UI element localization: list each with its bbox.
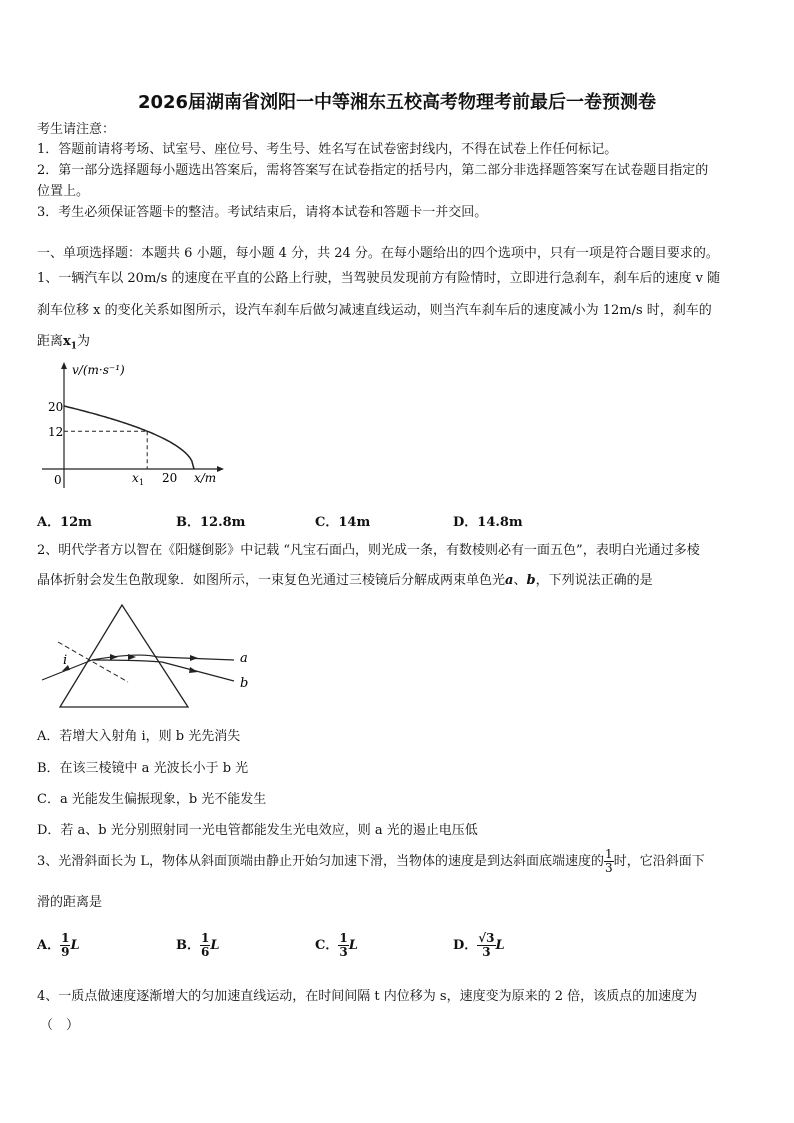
notice-item-2: 2．第一部分选择题每小题选出答案后，需将答案写在试卷指定的括号内，第二部分非选择题答案写在试卷题目指定的 xyxy=(37,163,709,178)
q2-line-2 xyxy=(37,572,653,590)
q1-graph-ylabel: v/(m·s⁻¹) xyxy=(72,363,125,377)
q2-option-b[interactable]: B．在该三棱镜中 a 光波长小于 b 光 xyxy=(37,761,249,776)
q2-option-a[interactable]: A．若增大入射角 i，则 b 光先消失 xyxy=(37,729,241,744)
q1-x1-sub: 1 xyxy=(70,341,78,352)
q2-option-c[interactable]: C．a 光能发生偏振现象，b 光不能发生 xyxy=(37,792,267,807)
q1-line-3-end: 为 xyxy=(77,334,91,349)
q1-line-3-text: 距离 xyxy=(37,334,64,349)
q3-option-b-num: 1 xyxy=(201,931,210,945)
q3-option-d-label: D． xyxy=(453,938,478,953)
q3-option-d[interactable] xyxy=(453,932,505,959)
q3-option-d-frac xyxy=(477,932,495,959)
q2-angle-i: i xyxy=(63,653,68,668)
q1-x1-symbol: x xyxy=(63,334,71,349)
q3-line-1-text: 3、光滑斜面长为 L，物体从斜面顶端由静止开始匀加速下滑，当物体的速度是到达斜面底端速度的 xyxy=(37,854,605,869)
q1-graph-tick-x1-sub: 1 xyxy=(139,478,145,487)
q2-line-2-text: 晶体折射会发生色散现象．如图所示，一束复色光通过三棱镜后分解成两束单色光 xyxy=(37,573,506,588)
q3-option-a-tail: L xyxy=(70,938,80,953)
q3-frac-den: 3 xyxy=(605,861,613,875)
q1-option-a[interactable]: A．12m xyxy=(37,515,92,530)
q2-label-b: b xyxy=(240,676,249,691)
q1-line-2: 刹车位移 x 的变化关系如图所示，设汽车刹车后做匀减速直线运动，则当汽车刹车后的速度减小为 12m/s 时，刹车的 xyxy=(37,303,712,318)
q2-inner-ray-a xyxy=(92,655,158,660)
q1-graph-xlabel: x/m xyxy=(194,471,217,485)
q1-graph-tick-20: 20 xyxy=(48,400,64,414)
q2-ray-a-arrow xyxy=(190,655,198,661)
q2-option-d[interactable]: D．若 a、b 光分别照射同一光电管都能发生光电效应，则 a 光的遏止电压低 xyxy=(37,823,478,838)
page-title: 2026届湖南省浏阳一中等湘东五校高考物理考前最后一卷预测卷 xyxy=(137,92,657,113)
q4-line-1: 4、一质点做速度逐渐增大的匀加速直线运动，在时间间隔 t 内位移为 s，速度变为原来的 2 倍，该质点的加速度为 xyxy=(37,989,698,1004)
q1-graph-tick-x1: x xyxy=(132,471,139,485)
q4-answer-bracket: （ ） xyxy=(40,1018,80,1033)
q3-option-b[interactable] xyxy=(176,932,220,959)
q3-option-a-label: A． xyxy=(37,938,61,953)
notice-item-2-cont: 位置上。 xyxy=(37,184,90,199)
q3-option-d-den: 3 xyxy=(482,945,491,959)
q1-graph-tick-x20: 20 xyxy=(162,471,178,485)
q3-option-b-tail: L xyxy=(210,938,220,953)
q1-graph-tick-12: 12 xyxy=(48,425,64,439)
section-heading: 一、单项选择题：本题共 6 小题，每小题 4 分，共 24 分。在每小题给出的四个选项中，只有一项是符合题目要求的。 xyxy=(37,246,719,261)
notice-item-3: 3．考生必须保证答题卡的整洁。考试结束后，请将本试卷和答题卡一并交回。 xyxy=(37,205,488,220)
q3-option-a-num: 1 xyxy=(61,931,70,945)
q3-option-b-den: 6 xyxy=(201,945,210,959)
q3-option-c-label: C． xyxy=(315,938,339,953)
q2-inner-ray-b xyxy=(92,660,162,662)
q3-fraction xyxy=(604,848,614,875)
q2-sep: 、 xyxy=(513,573,527,588)
q3-option-c-tail: L xyxy=(348,938,358,953)
q3-option-c-num: 1 xyxy=(339,931,348,945)
q3-frac-num: 1 xyxy=(605,847,613,861)
q2-ray-b-arrow xyxy=(189,667,198,673)
q2-light-a: a xyxy=(505,573,514,588)
q3-line-2: 滑的距离是 xyxy=(37,895,103,910)
q3-line-1-end: 时，它沿斜面下 xyxy=(613,854,705,869)
q2-label-a: a xyxy=(240,651,248,666)
q3-option-a-den: 9 xyxy=(61,945,70,959)
q3-line-1 xyxy=(37,848,705,875)
q1-velocity-graph xyxy=(38,358,228,498)
q3-option-c[interactable] xyxy=(315,932,358,959)
q3-option-d-num: √3 xyxy=(478,931,495,945)
notice-item-1: 1．答题前请将考场、试室号、座位号、考生号、姓名写在试卷密封线内，不得在试卷上作任何标记。 xyxy=(37,142,618,157)
q1-line-3 xyxy=(37,333,90,356)
q3-option-a-frac xyxy=(60,932,70,959)
notice-heading: 考生请注意： xyxy=(37,122,116,137)
q2-normal-line xyxy=(58,642,128,682)
q1-line-1: 1、一辆汽车以 20m/s 的速度在平直的公路上行驶，当驾驶员发现前方有险情时，立即进行急刹车，刹车后的速度 v 随 xyxy=(37,271,721,286)
q1-graph-origin: 0 xyxy=(54,473,62,487)
q2-light-b: b xyxy=(526,573,536,588)
q2-ray-b xyxy=(162,662,234,681)
q3-option-d-tail: L xyxy=(495,938,505,953)
q2-line-1: 2、明代学者方以智在《阳燧倒影》中记载 “凡宝石面凸，则光成一条，有数棱则必有一面五色”，表明白光通过多棱 xyxy=(37,543,700,558)
q3-option-c-frac xyxy=(338,932,348,959)
q3-option-b-frac xyxy=(200,932,210,959)
q1-option-c[interactable]: C．14m xyxy=(315,515,371,530)
q3-option-b-label: B． xyxy=(176,938,200,953)
q3-option-a[interactable] xyxy=(37,932,80,959)
q2-prism-figure xyxy=(38,600,268,712)
q1-option-b[interactable]: B．12.8m xyxy=(176,515,246,530)
q1-option-d[interactable]: D．14.8m xyxy=(453,515,523,530)
q2-line-2-end: ，下列说法正确的是 xyxy=(535,573,653,588)
q3-option-c-den: 3 xyxy=(339,945,348,959)
q2-inner-arrow-1 xyxy=(110,654,118,660)
